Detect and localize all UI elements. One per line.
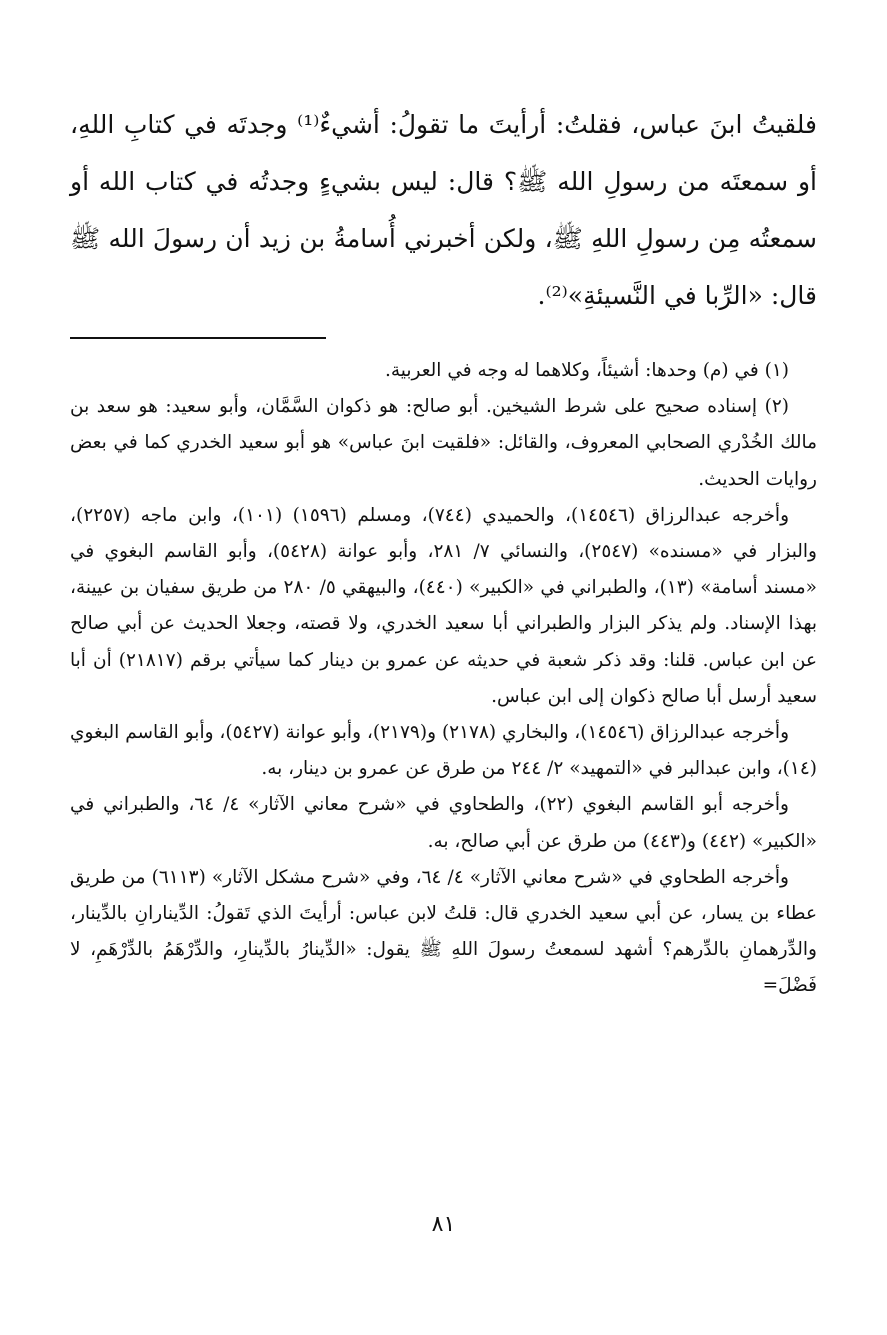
footnote-2-para-5: وأخرجه الطحاوي في «شرح معاني الآثار» ٤/ ٦٤، وفي «شرح مشكل الآثار» (٦١١٣) من طريق عطاء بن يسار، عن أبي سعيد الخدري قال: قلتُ لابن عباس: أرأيتَ الذي تَقولُ: الدِّينارانِ بالدِّينار، والدِّرهمانِ بالدِّرهم؟ أشهد لسمعتُ رسولَ اللهِ ﷺ يقول: «الدِّينارُ بالدِّينارِ، والدِّرْهَمُ بالدِّرْهَمِ، لا فَضْلَ=: [70, 866, 817, 997]
footnotes: [70, 353, 817, 1005]
footnote-2-para-3: وأخرجه عبدالرزاق (١٤٥٤٦)، والبخاري (٢١٧٨) و(٢١٧٩)، وأبو عوانة (٥٤٢٧)، وأبو القاسم البغوي (١٤)، وابن عبدالبر في «التمهيد» ٢/ ٢٤٤ من طرق عن عمرو بن دينار، به.: [70, 722, 817, 780]
page: [70, 96, 817, 1005]
main-paragraph: فلقيتُ ابنَ عباس، فقلتُ: أرأيتَ ما تقولُ: أشيءٌ⁽¹⁾ وجدتَه في كتابِ اللهِ، أو سمعتَه من رسولِ الله ﷺ؟ قال: ليس بشيءٍ وجدتُه في كتاب الله أو سمعتُه مِن رسولِ اللهِ ﷺ، ولكن أخبرني أُسامةُ بن زيد أن رسولَ الله ﷺ قال: «الرِّبا في النَّسيئةِ»⁽²⁾.: [70, 110, 818, 310]
footnote-2-para-4: وأخرجه أبو القاسم البغوي (٢٢)، والطحاوي في «شرح معاني الآثار» ٤/ ٦٤، والطبراني في «الكبير» (٤٤٢) و(٤٤٣) من طرق عن أبي صالح، به.: [70, 794, 817, 852]
main-text: [70, 96, 817, 324]
page-number: ٨١: [431, 1212, 456, 1237]
footnote-1: (١) في (م) وحدها: أشيئاً، وكلاهما له وجه في العربية.: [385, 360, 789, 381]
footnote-separator-wrap: [70, 324, 817, 353]
footnote-separator: [70, 337, 326, 339]
footnote-2-para-2: وأخرجه عبدالرزاق (١٤٥٤٦)، والحميدي (٧٤٤)، ومسلم (١٥٩٦) (١٠١)، وابن ماجه (٢٢٥٧)، والبزار في «مسنده» (٢٥٤٧)، والنسائي ٧/ ٢٨١، وأبو عوانة (٥٤٢٨)، وأبو القاسم البغوي في «مسند أسامة» (١٣)، والطبراني في «الكبير» (٤٤٠)، والبيهقي ٥/ ٢٨٠ من طريق سفيان بن عيينة، بهذا الإسناد. ولم يذكر البزار والطبراني أبا سعيد الخدري، ولا قصته، وجعلا الحديث عن أبي صالح عن ابن عباس. قلنا: وقد ذكر شعبة في حديثه عن عمرو بن دينار كما سيأتي برقم (٢١٨١٧) أن أبا سعيد أرسل أبا صالح ذكوان إلى ابن عباس.: [70, 504, 817, 707]
footnote-2: (٢) إسناده صحيح على شرط الشيخين. أبو صالح: هو ذكوان السَّمَّان، وأبو سعيد: هو سعد بن مالك الخُدْري الصحابي المعروف، والقائل: «فلقيت ابنَ عباس» هو أبو سعيد الخدري كما في بعض روايات الحديث.: [70, 396, 817, 490]
